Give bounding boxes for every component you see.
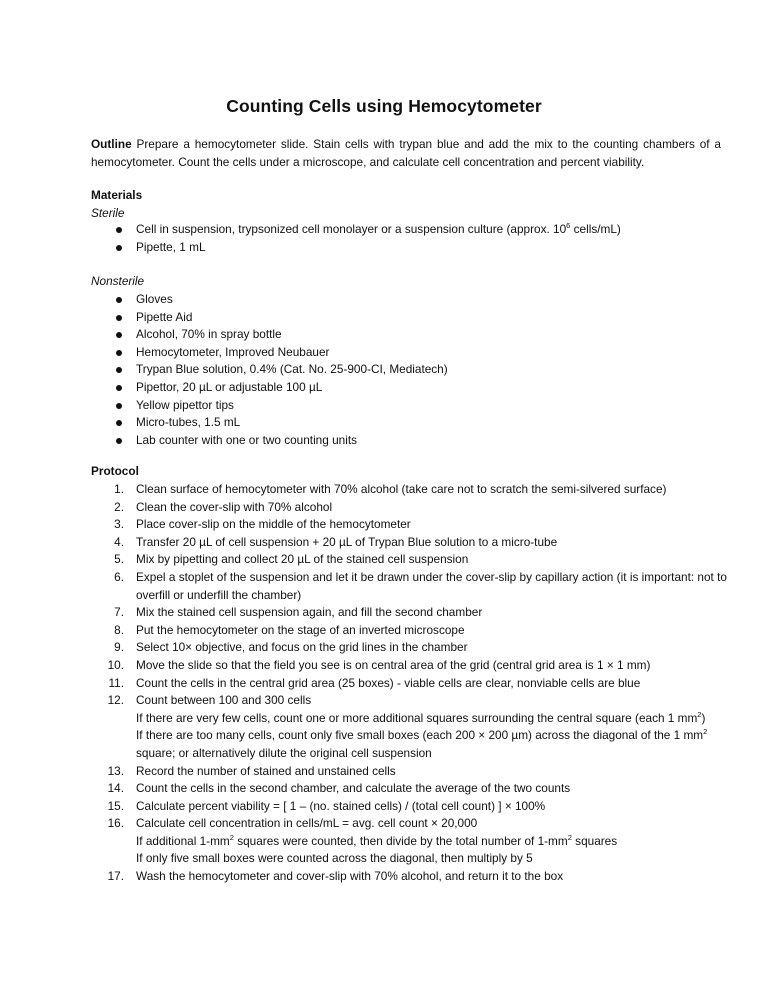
- list-item: Micro-tubes, 1.5 mL: [91, 414, 731, 432]
- protocol-step: 17. Wash the hemocytometer and cover-slip with 70% alcohol, and return it to the box: [107, 869, 564, 884]
- outline-text: Prepare a hemocytometer slide. Stain cells with trypan blue and add the mix to the counting chambers of a hemocytometer. Count the cells under a microscope, and calculate cell concentration and percent viability.: [91, 137, 721, 169]
- outline-label: Outline: [91, 137, 132, 151]
- protocol-step: 1. Clean surface of hemocytometer with 70% alcohol (take care not to scratch the semi-silvered surface): [114, 482, 667, 496]
- protocol-step: 13. Record the number of stained and unstained cells: [107, 763, 396, 778]
- protocol-step: 7. Mix the stained cell suspension again, and fill the second chamber: [114, 605, 483, 620]
- list-item: Pipettor, 20 µL or adjustable 100 µL: [91, 379, 731, 397]
- protocol-step: 15. Calculate percent viability = [ 1 – (no. stained cells) / (total cell count) ] × 100%: [107, 798, 546, 813]
- list-item: Pipette, 1 mL: [91, 239, 731, 257]
- step-note-five-boxes: If only five small boxes were counted across the diagonal, then multiply by 5: [136, 851, 533, 866]
- protocol-step: 11. Count the cells in the central grid area (25 boxes) - viable cells are clear, nonviable cells are blue: [108, 675, 641, 690]
- outline-paragraph: [91, 136, 721, 171]
- step-note-few-cells: If there are very few cells, count one or more additional squares surrounding the central square (each 1 $mm^2$): [136, 709, 706, 725]
- protocol-step: 12. Count between 100 and 300 cells If there are very few cells, count one or more additional squares surrounding the central square (each 1 $mm^2$) If there are too many cells, count only five small boxes (each 200 × 200 µm) across the diagonal of the 1 $mm^2$ square; or alternatively dilute the original cell suspension: [91, 692, 727, 762]
- protocol-step: 16. Calculate cell concentration in cells/mL = avg. cell count × 20,000 If additional $1-mm^2$ squares were counted, then divide by the total number of $1-mm^2$ squares If only five small boxes were counted across the diagonal, then multiply by 5: [91, 815, 727, 868]
- protocol-step: 2. Clean the cover-slip with 70% alcohol: [114, 499, 333, 514]
- list-item: Gloves: [91, 291, 731, 309]
- step-note-many-cells: If there are too many cells, count only five small boxes (each 200 × 200 µm) across the diagonal of the 1 $mm^2$ square; or alternatively dilute the original cell suspension: [136, 727, 708, 760]
- nonsterile-list: [91, 291, 731, 449]
- list-item: Hemocytometer, Improved Neubauer: [91, 344, 731, 362]
- list-item: Alcohol, 70% in spray bottle: [91, 326, 731, 344]
- protocol-step: 6. Expel a stoplet of the suspension and let it be drawn under the cover-slip by capillary action (it is important: not to overfill or underfill the chamber): [114, 569, 727, 602]
- list-item: Cell in suspension, trypsonized cell monolayer or a suspension culture (approx. $10^6$ cells/mL): [91, 221, 731, 239]
- step-note-additional-squares: If additional $1-mm^2$ squares were counted, then divide by the total number of $1-mm^2$ squares: [136, 832, 618, 848]
- nonsterile-label: Nonsterile: [91, 274, 145, 288]
- list-item: Lab counter with one or two counting units: [91, 432, 731, 450]
- list-item: Pipette Aid: [91, 309, 731, 327]
- sterile-label: Sterile: [91, 206, 125, 220]
- protocol-step: 4. Transfer 20 µL of cell suspension + 20 µL of Trypan Blue solution to a micro-tube: [114, 534, 558, 549]
- list-item: Yellow pipettor tips: [91, 397, 731, 415]
- protocol-step: 10. Move the slide so that the field you see is on central area of the grid (central grid area is 1 × 1 mm): [107, 657, 651, 672]
- sterile-list: [91, 221, 731, 256]
- protocol-step: 9. Select 10× objective, and focus on the grid lines in the chamber: [114, 640, 468, 655]
- materials-heading: Materials: [91, 188, 143, 202]
- protocol-steps: [91, 481, 727, 886]
- protocol-step: 14. Count the cells in the second chamber, and calculate the average of the two counts: [107, 781, 571, 796]
- protocol-step: 5. Mix by pipetting and collect 20 µL of the stained cell suspension: [114, 552, 469, 567]
- protocol-step: 8. Put the hemocytometer on the stage of an inverted microscope: [114, 622, 465, 637]
- document-title: Counting Cells using Hemocytometer: [226, 96, 542, 116]
- protocol-step: 3. Place cover-slip on the middle of the hemocytometer: [114, 517, 411, 532]
- protocol-heading: Protocol: [91, 464, 139, 478]
- list-item: Trypan Blue solution, 0.4% (Cat. No. 25-900-CI, Mediatech): [91, 361, 731, 379]
